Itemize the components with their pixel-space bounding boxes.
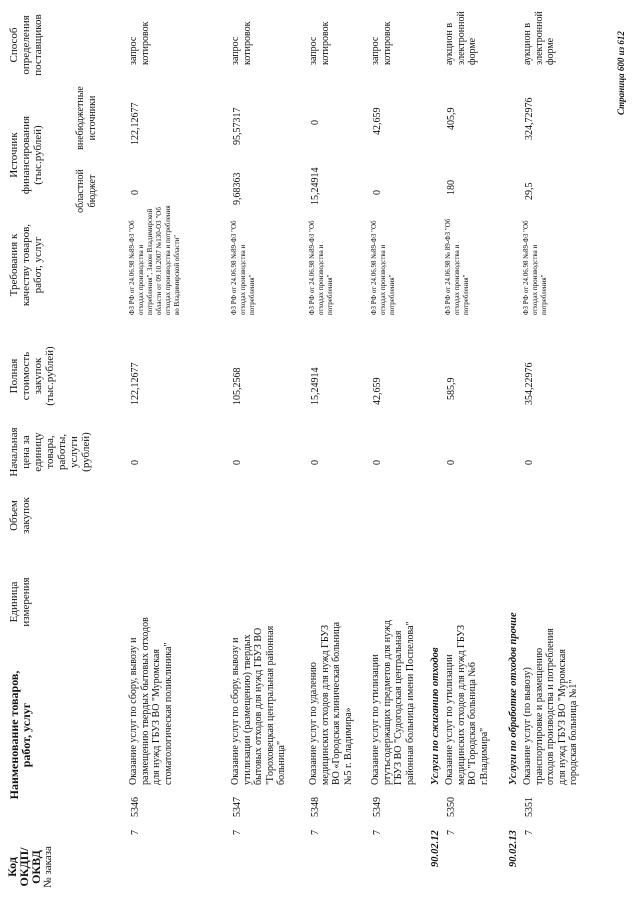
row-name: Оказание услуг по утилизации ртутьсодержащих предметов для нужд ГБУЗ ВО "Судогодская центральная районная больница имени Поспелова" [370, 620, 416, 785]
row-req: ФЗ РФ от 24.06.98 №89-ФЗ "Об отходах производства и потребления" [230, 220, 256, 315]
row-order: 5350 [446, 797, 457, 817]
row-price: 0 [130, 460, 141, 465]
row-price: 0 [372, 460, 383, 465]
row-extra: 405,9 [446, 107, 457, 130]
header-volume: Объем закупок [8, 497, 32, 534]
header-code [6, 837, 54, 897]
row-code: 7 [446, 830, 457, 835]
header-code-label: Код [5, 857, 19, 877]
row-order: 5351 [524, 797, 535, 817]
section-code: 90.02.13 [508, 830, 519, 867]
row-price: 0 [310, 460, 321, 465]
header-okvd-label: ОКВД [29, 850, 43, 884]
section-code: 90.02.12 [430, 830, 441, 867]
row-order: 5349 [372, 797, 383, 817]
row-req: ФЗ РФ от 24.06.98 №89-ФЗ "Об отходах производства и потребления" [308, 220, 334, 315]
row-extra: 95,57317 [232, 107, 243, 145]
row-name: Оказание услуг по сбору, вывозу и размещению твердых бытовых отходов для нужд ГБУЗ ВО "Муромская стоматологическая поликлиника" [128, 617, 174, 785]
row-total: 42,659 [372, 377, 383, 405]
row-req: ФЗ РФ от 24.06.98 №89-ФЗ "Об отходах производства и потребления" [522, 220, 548, 315]
row-extra: 324,72976 [524, 97, 535, 140]
row-code: 7 [232, 830, 243, 835]
row-order: 5346 [130, 797, 141, 817]
row-code: 7 [372, 830, 383, 835]
row-req: ФЗ РФ от 24.06.98 №89-ФЗ "Об отходах производства и потребления" [370, 220, 396, 315]
header-name: Наименование товаров, работ, услуг [7, 670, 33, 800]
row-method: аукцион в электронной форме [444, 11, 478, 65]
header-funding-extra: внебюджетные источники [75, 86, 98, 150]
section-title: Услуги по обработке отходов прочие [508, 612, 519, 785]
row-regional: 180 [446, 180, 457, 195]
row-extra: 42,659 [372, 107, 383, 135]
row-regional: 29,5 [524, 182, 535, 200]
row-method: аукцион в электронной форме [522, 11, 556, 65]
header-total-cost: Полная стоимость закупок (тыс.рублей) [8, 346, 56, 406]
row-code: 7 [130, 830, 141, 835]
row-total: 122,12677 [130, 362, 141, 405]
header-unit-price: Начальная цена за единицу товара, работы, услуги (рублей) [8, 427, 92, 477]
row-name: Оказание услуг по удалению медицинских отходов для нужд ГБУЗ ВО «Городская клиническая больница №5 г. Владимира» [308, 621, 354, 785]
row-regional: 0 [130, 190, 141, 195]
row-method: запрос котировок [308, 21, 331, 65]
header-unit: Единица измерения [8, 577, 32, 627]
row-order: 5347 [232, 797, 243, 817]
row-method: запрос котировок [370, 21, 393, 65]
row-regional: 9,68363 [232, 172, 243, 205]
header-order-label: № заказа [42, 846, 54, 888]
row-method: запрос котировок [230, 21, 253, 65]
row-total: 585,9 [446, 377, 457, 400]
row-name: Оказание услуг по сбору, вывозу и утилизации (размещению) твердых бытовых отходов для нужд ГБУЗ ВО "Гороховецкая центральная районная больница" [230, 625, 287, 785]
row-price: 0 [446, 460, 457, 465]
header-method: Способ определения поставщиков [8, 14, 44, 76]
row-total: 354,22976 [524, 362, 535, 405]
row-total: 15,24914 [310, 367, 321, 405]
row-price: 0 [524, 460, 535, 465]
header-funding: Источник финансирования (тыс.рублей) [8, 115, 44, 195]
row-name: Оказание услуг (по вывозу) транспортировке и размещению отходов производства и потребления для нужд ГБУЗ ВО "Муромская городская больница №1" [522, 628, 579, 785]
row-code: 7 [524, 830, 535, 835]
row-extra: 0 [310, 120, 321, 125]
row-extra: 122,12677 [130, 102, 141, 145]
page-number: Страница 600 из 612 [616, 31, 626, 115]
row-code: 7 [310, 830, 321, 835]
header-okdp-label: ОКДП/ [17, 847, 31, 887]
row-req: ФЗ РФ от 24.06.98 № 89-ФЗ "Об отходах производства и потребления" [444, 218, 470, 315]
row-name: Оказание услуг по утилизации медицинских отходов для нужд ГБУЗ ВО "Городская больница №6 г.Владимира" [444, 624, 490, 785]
row-total: 105,2568 [232, 367, 243, 405]
row-regional: 15,24914 [310, 167, 321, 205]
section-title: Услуги по сжиганию отходов [430, 647, 441, 785]
header-funding-regional: областной бюджет [75, 169, 98, 213]
row-method: запрос котировок [128, 21, 151, 65]
row-regional: 0 [372, 190, 383, 195]
header-requirements: Требования к качеству товаров, работ, услуг [8, 223, 44, 307]
row-req: ФЗ РФ от 24.06.98 №89-ФЗ "Об отходах производства и потребления", Закон Владимирской области от 09.10.2007 №130-ОЗ "Об отходах производства и потребления во Владимирской области" [128, 205, 181, 315]
row-order: 5348 [310, 797, 321, 817]
row-price: 0 [232, 460, 243, 465]
